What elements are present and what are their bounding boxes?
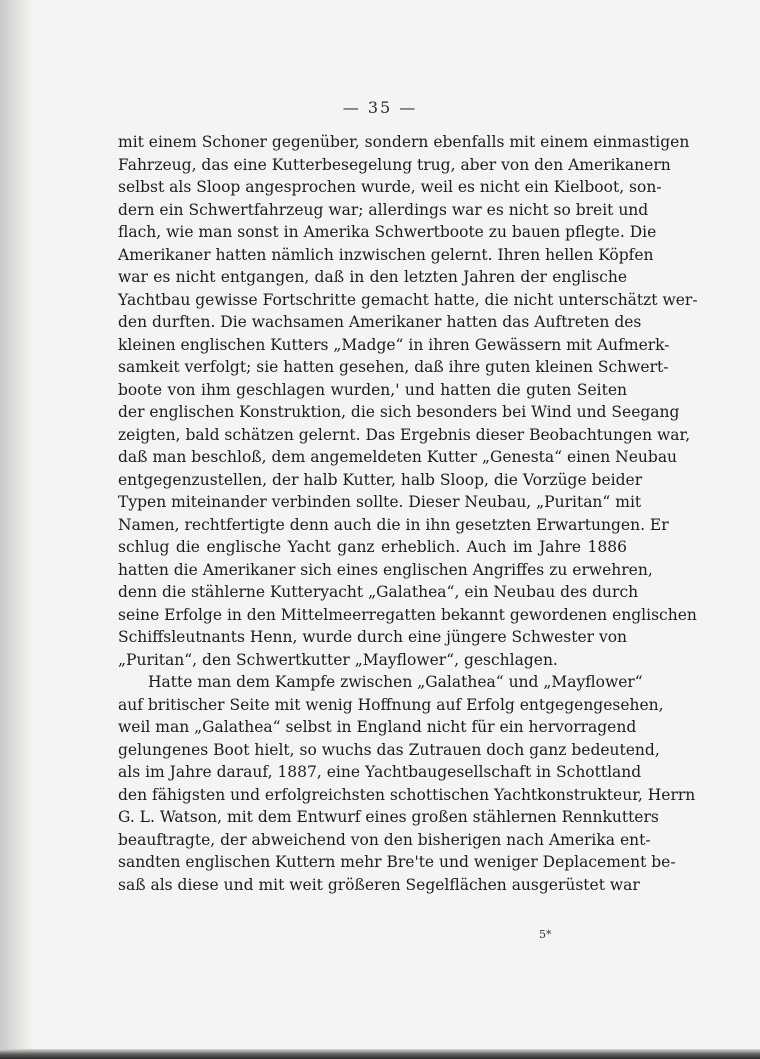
text-line: selbst als Sloop angesprochen wurde, weil es nicht ein Kielboot, son- [118,178,662,196]
text-line: Namen, rechtfertigte denn auch die in ihn gesetzten Erwartungen. Er [118,515,669,534]
text-line: der englischen Konstruktion, die sich besonders bei Wind und Seegang [118,403,680,421]
text-line: sandten englischen Kuttern mehr Bre'te und weniger Deplacement be- [118,853,676,871]
text-line: den durften. Die wachsamen Amerikaner hatten das Auftreten des [118,313,642,331]
text-line: samkeit verfolgt; sie hatten gesehen, daß ihre guten kleinen Schwert- [118,358,669,376]
text-line: boote von ihm geschlagen wurden,' und hatten die guten Seiten [118,380,627,399]
text-line: als im Jahre darauf, 1887, eine Yachtbaugesellschaft in Schottland [118,763,642,781]
text-line: Hatte man dem Kampfe zwischen „Galathea“ und „Mayflower“ [148,673,643,691]
text-line: Yachtbau gewisse Fortschritte gemacht hatte, die nicht unterschätzt wer- [118,290,698,309]
text-line: mit einem Schoner gegenüber, sondern ebenfalls mit einem einmastigen [118,133,690,151]
text-line: auf britischer Seite mit wenig Hoffnung auf Erfolg entgegengesehen, [118,695,664,714]
text-line: Schiffsleutnants Henn, wurde durch eine jüngere Schwester von [118,628,628,646]
text-line: hatten die Amerikaner sich eines englischen Angriffes zu erwehren, [118,560,653,579]
page-bottom-edge [0,1049,760,1059]
page-binding-shadow [0,0,34,1059]
text-line: Typen miteinander verbinden sollte. Dieser Neubau, „Puritan“ mit [118,493,642,511]
text-line: zeigten, bald schätzen gelernt. Das Ergebnis dieser Beobachtungen war, [118,425,691,444]
text-line: denn die stählerne Kutteryacht „Galathea“, ein Neubau des durch [118,583,639,601]
paragraph-1 [118,131,698,671]
text-line: war es nicht entgangen, daß in den letzten Jahren der englische [118,268,627,286]
text-line: flach, wie man sonst in Amerika Schwertboote zu bauen pflegte. Die [118,223,657,241]
page-number: — 35 — [342,98,418,117]
body-text [118,131,698,896]
paragraph-2 [118,671,696,896]
text-line: Fahrzeug, das eine Kutterbesegelung trug, aber von den Amerikanern [118,155,671,174]
text-line: dern ein Schwertfahrzeug war; allerdings war es nicht so breit und [118,200,649,219]
text-line: Amerikaner hatten nämlich inzwischen gelernt. Ihren hellen Köpfen [118,245,654,264]
text-line: seine Erfolge in den Mittelmeerregatten bekannt gewordenen englischen [118,605,697,624]
text-line: kleinen englischen Kutters „Madge“ in ihren Gewässern mit Aufmerk- [118,335,670,354]
text-line: entgegenzustellen, der halb Kutter, halb Sloop, die Vorzüge beider [118,470,643,489]
text-line: gelungenes Boot hielt, so wuchs das Zutrauen doch ganz bedeutend, [118,740,660,759]
text-line: weil man „Galathea“ selbst in England nicht für ein hervorragend [118,718,637,736]
text-line: den fähigsten und erfolgreichsten schottischen Yachtkonstrukteur, Herrn [118,785,696,804]
signature-mark: 5* [539,928,552,941]
text-line: beauftragte, der abweichend von den bisherigen nach Amerika ent- [118,830,651,849]
text-line: schlug die englische Yacht ganz erheblich. Auch im Jahre 1886 [118,538,627,556]
text-line: daß man beschloß, dem angemeldeten Kutter „Genesta“ einen Neubau [118,448,678,466]
text-line: saß als diese und mit weit größeren Segelflächen ausgerüstet war [118,875,640,894]
text-line: „Puritan“, den Schwertkutter „Mayflower“, geschlagen. [118,650,558,669]
text-line: G. L. Watson, mit dem Entwurf eines großen stählernen Rennkutters [118,808,659,826]
